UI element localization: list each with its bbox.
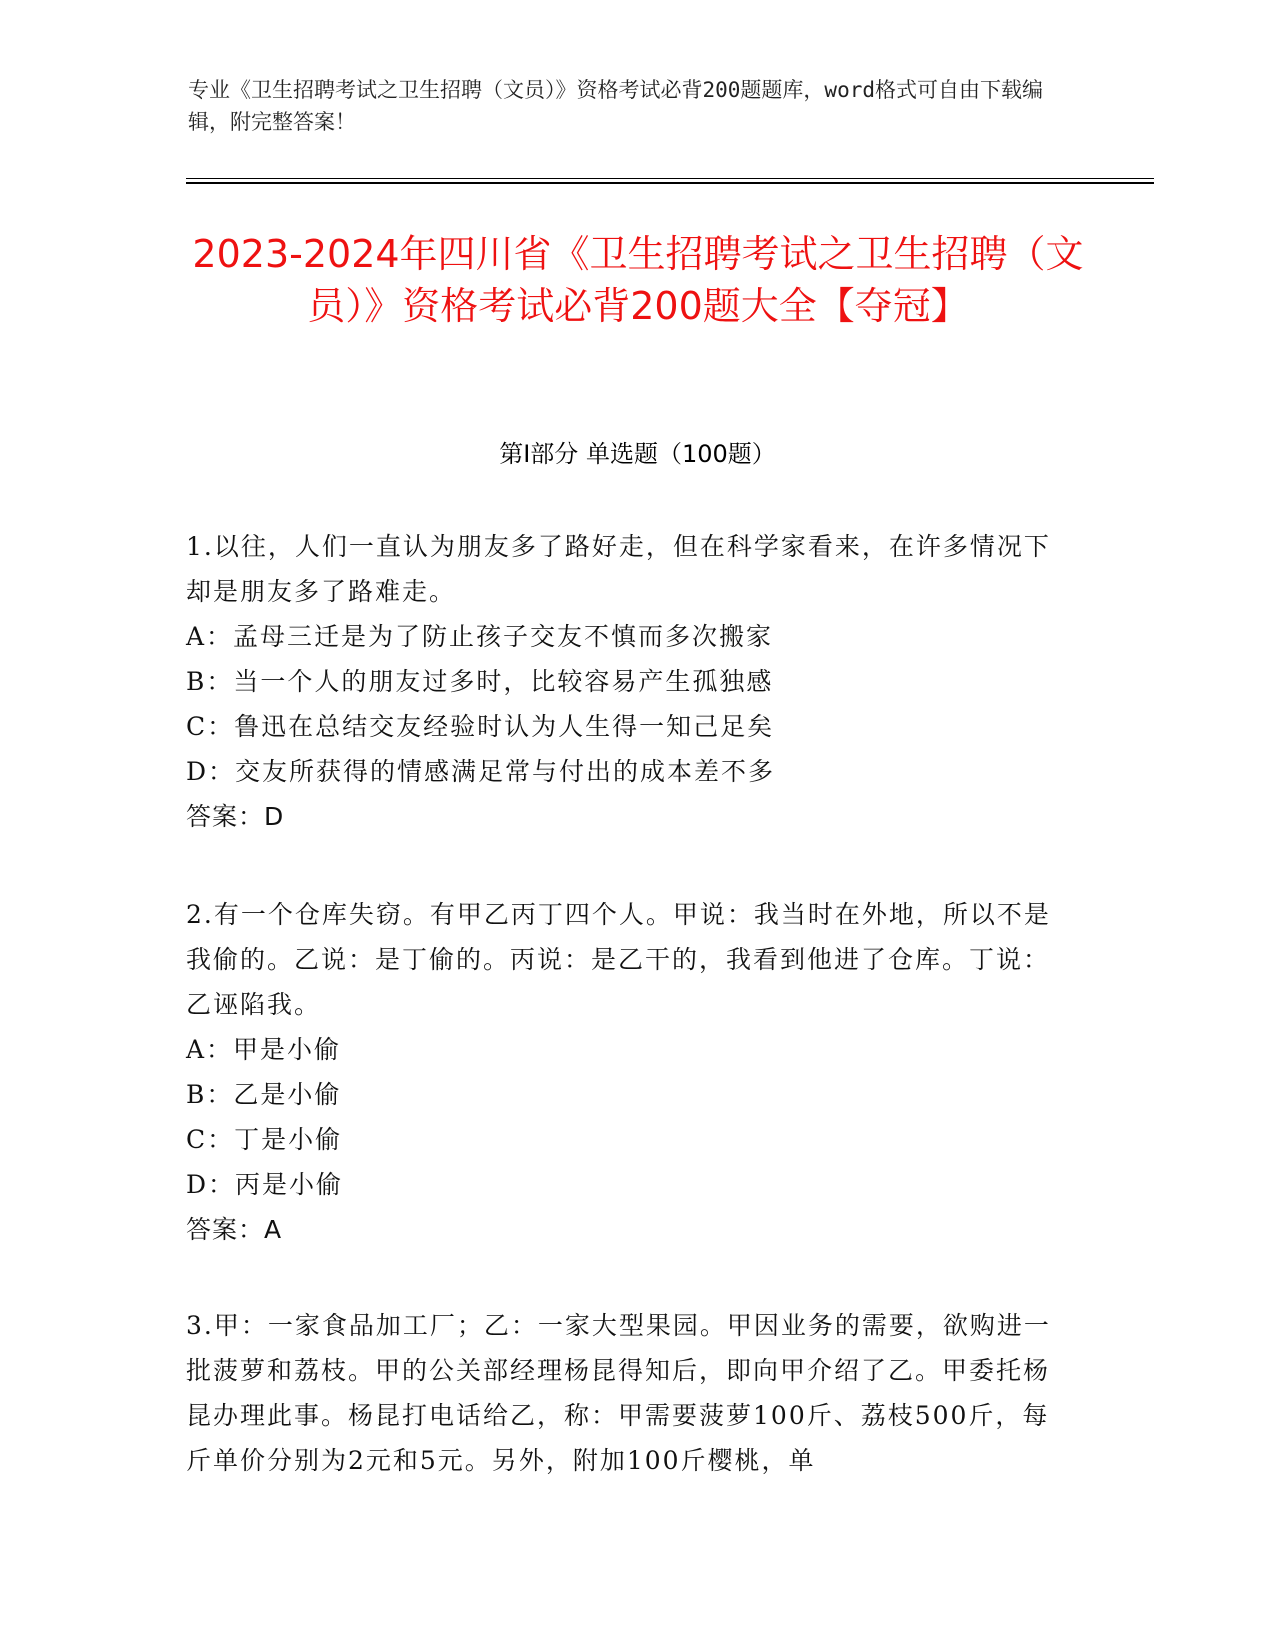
question-3 <box>186 1303 1056 1483</box>
option-b: B：当一个人的朋友过多时，比较容易产生孤独感 <box>186 667 774 696</box>
section-heading: 第I部分 单选题（100题） <box>499 440 776 468</box>
answer: 答案：D <box>186 802 285 831</box>
option-c: C：丁是小偷 <box>186 1125 343 1154</box>
question-1 <box>186 524 1056 839</box>
answer: 答案：A <box>186 1215 283 1244</box>
header-rule-thin <box>186 178 1154 179</box>
option-d: D：交友所获得的情感满足常与付出的成本差不多 <box>186 757 776 786</box>
header-note: 专业《卫生招聘考试之卫生招聘（文员）》资格考试必背200题题库，word格式可自由下载编辑，附完整答案！ <box>188 78 1043 134</box>
option-c: C：鲁迅在总结交友经验时认为人生得一知己足矣 <box>186 712 775 741</box>
header-rule-thick <box>186 182 1154 184</box>
option-d: D：丙是小偷 <box>186 1170 344 1199</box>
question-stem: 2.有一个仓库失窃。有甲乙丙丁四个人。甲说：我当时在外地，所以不是我偷的。乙说：是丁偷的。丙说：是乙干的，我看到他进了仓库。丁说：乙诬陷我。 <box>186 900 1051 1019</box>
document-title: 2023-2024年四川省《卫生招聘考试之卫生招聘（文员）》资格考试必背200题大全【夺冠】 <box>192 232 1084 328</box>
question-stem: 1.以往，人们一直认为朋友多了路好走，但在科学家看来，在许多情况下却是朋友多了路难走。 <box>186 532 1051 606</box>
question-2 <box>186 892 1056 1252</box>
option-a: A：孟母三迁是为了防止孩子交友不慎而多次搬家 <box>186 622 774 651</box>
question-stem: 3.甲：一家食品加工厂；乙：一家大型果园。甲因业务的需要，欲购进一批菠萝和荔枝。甲的公关部经理杨昆得知后，即向甲介绍了乙。甲委托杨昆办理此事。杨昆打电话给乙，称：甲需要菠萝100斤、荔枝500斤，每斤单价分别为2元和5元。另外，附加100斤樱桃，单 <box>186 1311 1051 1475</box>
option-a: A：甲是小偷 <box>186 1035 342 1064</box>
option-b: B：乙是小偷 <box>186 1080 342 1109</box>
